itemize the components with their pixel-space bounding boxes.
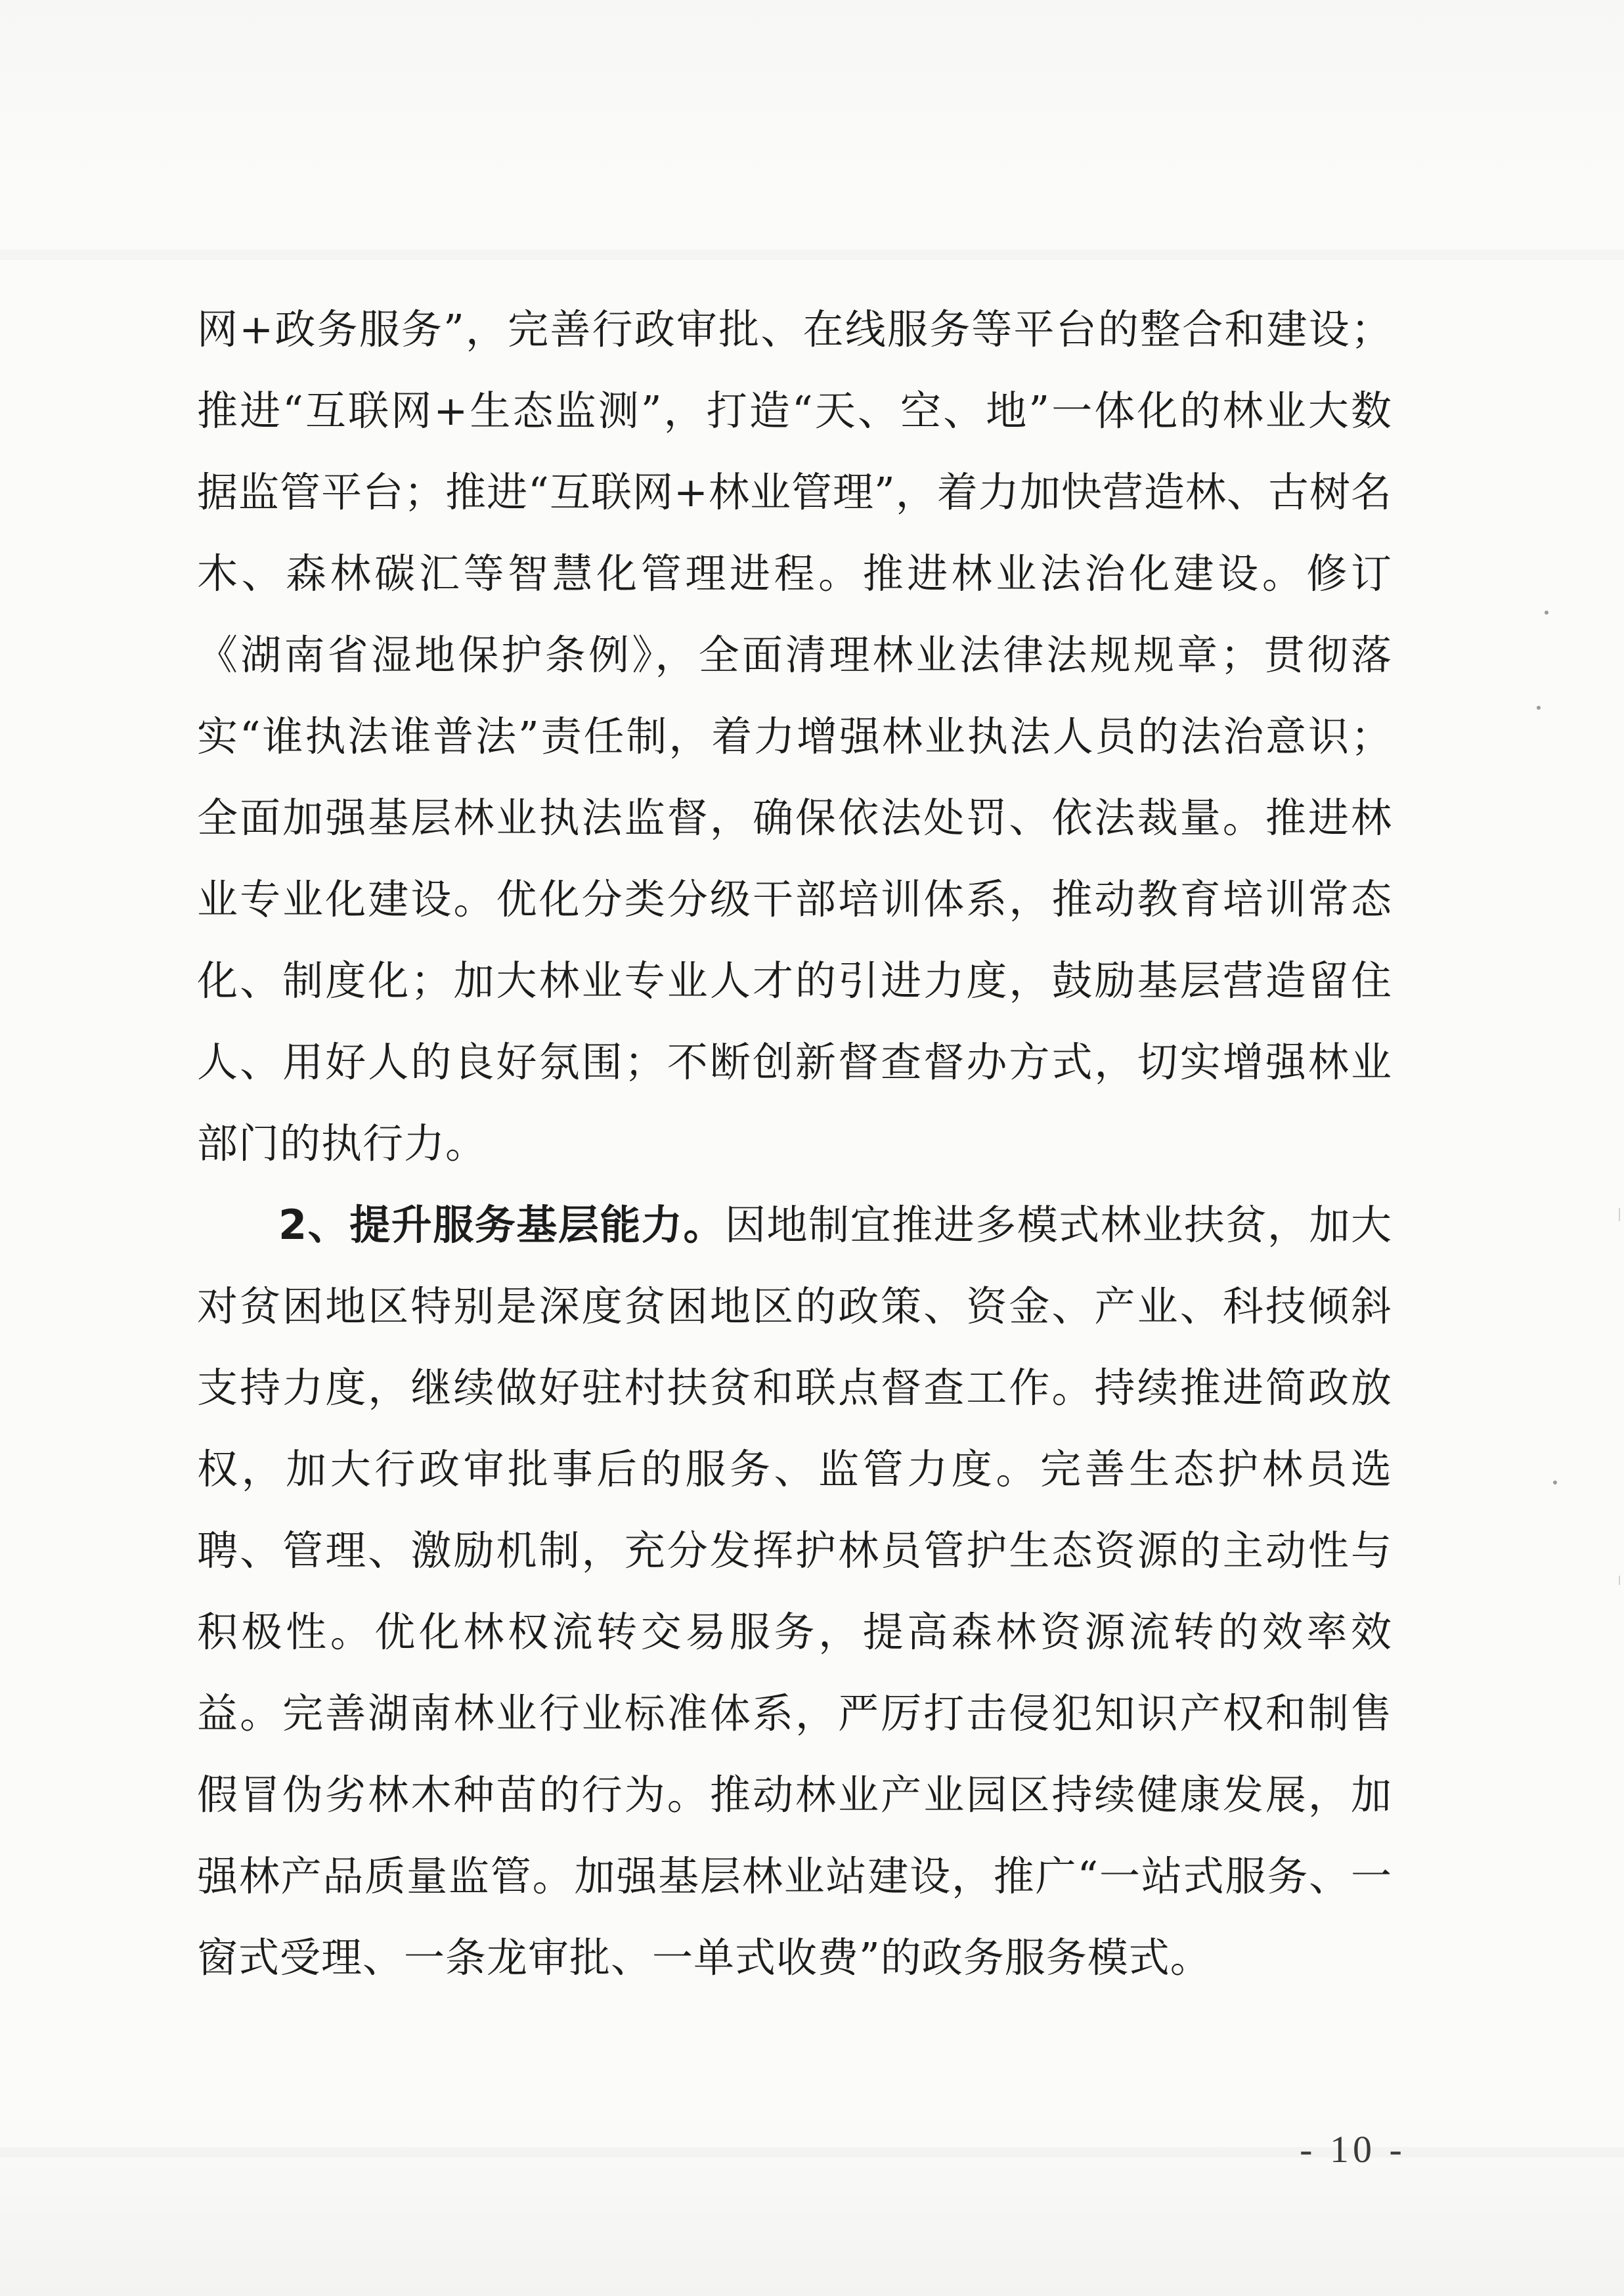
page-number: - 10 - — [1300, 2128, 1406, 2171]
scan-mark — [1619, 1208, 1620, 1221]
paragraph-2 — [197, 1184, 1392, 1999]
scan-speck — [1537, 706, 1541, 710]
body-text — [197, 289, 1392, 1999]
paragraph-1 — [197, 289, 1392, 1184]
scan-speck — [1545, 611, 1548, 615]
scan-mark — [1619, 1576, 1620, 1585]
scan-artifact — [0, 249, 1624, 260]
paragraph-1-text: 网+政务服务”，完善行政审批、在线服务等平台的整合和建设；推进“互联网+生态监测”，打造“天、空、地”一体化的林业大数据监管平台；推进“互联网+林业管理”，着力加快营造林、古树名木、森林碳汇等智慧化管理进程。推进林业法治化建设。修订《湖南省湿地保护条例》，全面清理林业法律法规规章；贯彻落实“谁执法谁普法”责任制，着力增强林业执法人员的法治意识；全面加强基层林业执法监督，确保依法处罚、依法裁量。推进林业专业化建设。优化分类分级干部培训体系，推动教育培训常态化、制度化；加大林业专业人才的引进力度，鼓励基层营造留住人、用好人的良好氛围；不断创新督查督办方式，切实增强林业部门的执行力。 — [197, 305, 1392, 1167]
paragraph-2-heading: 2、提升服务基层能力。 — [278, 1201, 725, 1249]
paragraph-2-text: 因地制宜推进多模式林业扶贫，加大对贫困地区特别是深度贫困地区的政策、资金、产业、科技倾斜支持力度，继续做好驻村扶贫和联点督查工作。持续推进简政放权，加大行政审批事后的服务、监管力度。完善生态护林员选聘、管理、激励机制，充分发挥护林员管护生态资源的主动性与积极性。优化林权流转交易服务，提高森林资源流转的效率效益。完善湖南林业行业标准体系，严厉打击侵犯知识产权和制售假冒伪劣林木种苗的行为。推动林业产业园区持续健康发展，加强林产品质量监管。加强基层林业站建设，推广“一站式服务、一窗式受理、一条龙审批、一单式收费”的政务服务模式。 — [197, 1201, 1392, 1982]
scan-speck — [1553, 1481, 1557, 1484]
